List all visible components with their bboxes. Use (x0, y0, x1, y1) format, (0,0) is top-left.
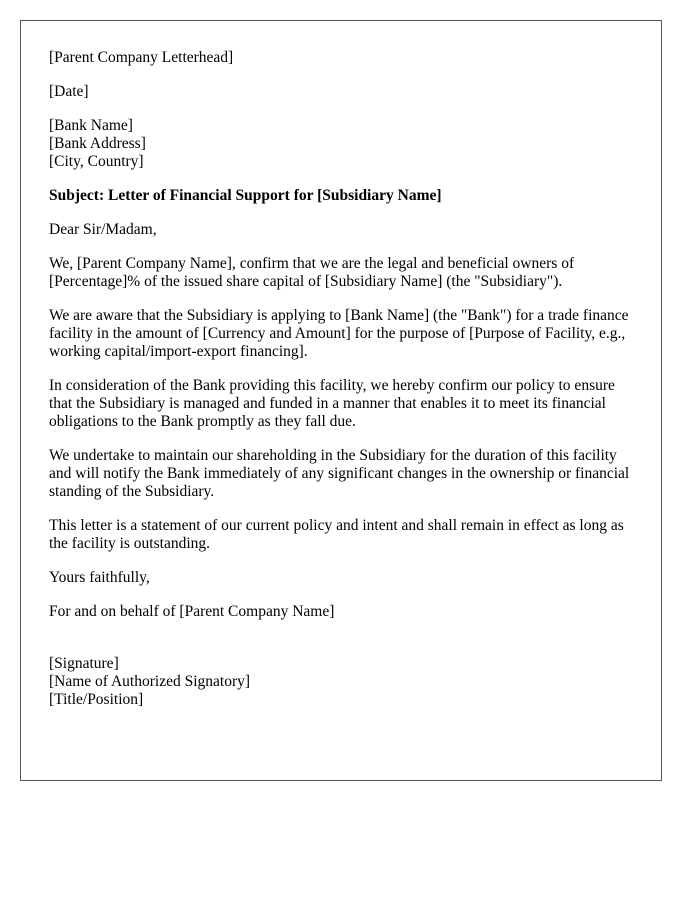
body-paragraph: We undertake to maintain our shareholding in the Subsidiary for the duration of this facility and will notify the Bank immediately of any significant changes in the ownership or financial standing of the Subsidiary. (49, 447, 630, 500)
bank-address: [Bank Address] (49, 135, 146, 152)
bank-name: [Bank Name] (49, 117, 133, 134)
letter-document (20, 20, 662, 781)
body-paragraph: This letter is a statement of our current policy and intent and shall remain in effect as long as the facility is outstanding. (49, 517, 624, 552)
signature-block (49, 655, 634, 709)
signatory-title: [Title/Position] (49, 691, 144, 708)
signature: [Signature] (49, 655, 119, 672)
letterhead: [Parent Company Letterhead] (49, 49, 234, 66)
salutation: Dear Sir/Madam, (49, 221, 157, 238)
body-paragraph: We, [Parent Company Name], confirm that we are the legal and beneficial owners of [Percentage]% of the issued share capital of [Subsidiary Name] (the "Subsidiary"). (49, 255, 575, 290)
date: [Date] (49, 83, 89, 100)
on-behalf-line: For and on behalf of [Parent Company Name] (49, 603, 335, 620)
signatory-name: [Name of Authorized Signatory] (49, 673, 251, 690)
city-country: [City, Country] (49, 153, 144, 170)
body-paragraph: In consideration of the Bank providing this facility, we hereby confirm our policy to ensure that the Subsidiary is managed and funded in a manner that enables it to meet its financial obligations to the Bank promptly as they fall due. (49, 377, 615, 430)
closing: Yours faithfully, (49, 569, 150, 586)
body-paragraph: We are aware that the Subsidiary is applying to [Bank Name] (the "Bank") for a trade finance facility in the amount of [Currency and Amount] for the purpose of [Purpose of Facility, e.g., working capital/import-export financing]. (49, 307, 629, 360)
subject-line: Subject: Letter of Financial Support for [Subsidiary Name] (49, 187, 442, 204)
recipient-address (49, 117, 634, 171)
